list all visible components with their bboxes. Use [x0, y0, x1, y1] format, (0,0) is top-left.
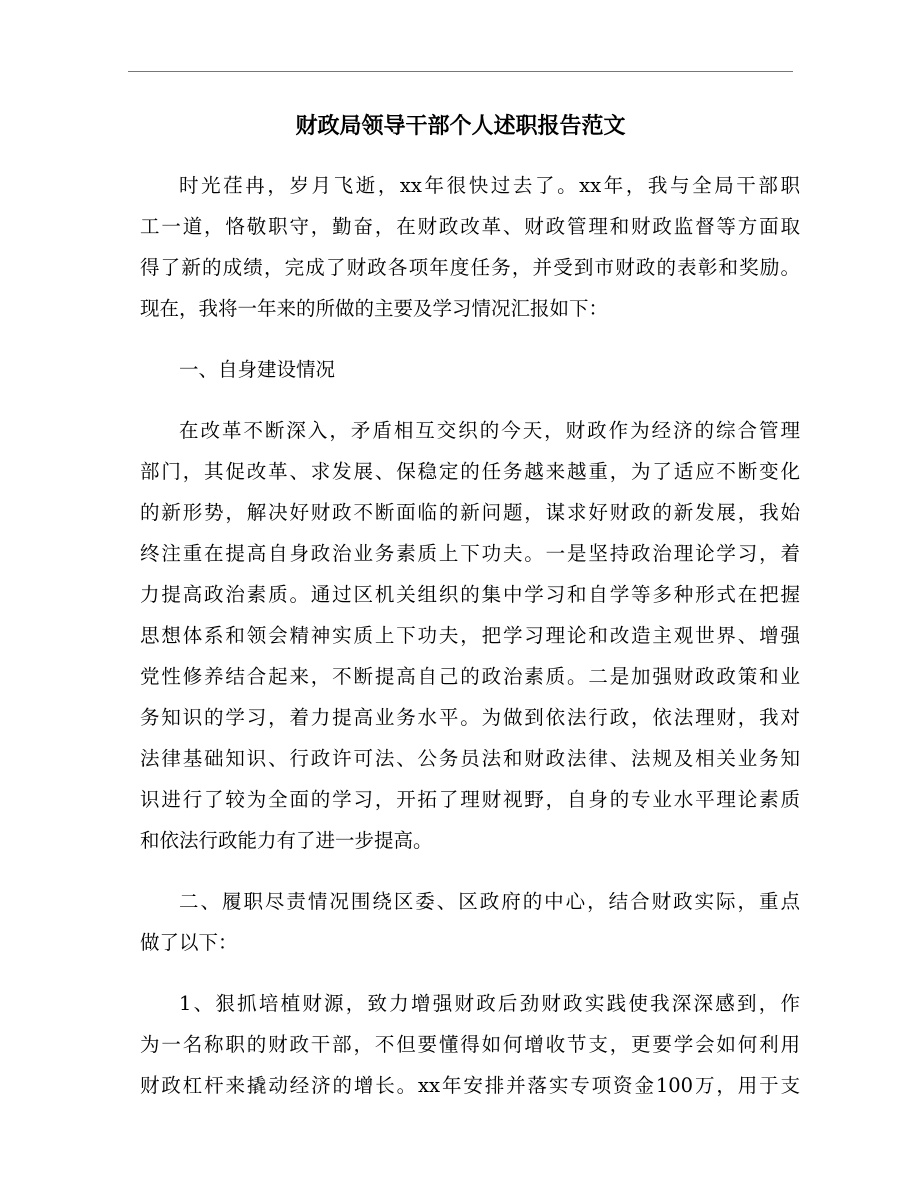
text-line: 财政杠杆来撬动经济的增长。xx年安排并落实专项资金100万，用于支 [140, 1074, 800, 1097]
text-line: 党性修养结合起来，不断提高自己的政治素质。二是加强财政政策和业 [140, 665, 800, 688]
text-line: 在改革不断深入，矛盾相互交织的今天，财政作为经济的综合管理 [179, 419, 800, 442]
document-body [140, 165, 800, 1126]
text-line: 和依法行政能力有了进一步提高。 [140, 829, 433, 852]
text-line: 工一道，恪敬职守，勤奋，在财政改革、财政管理和财政监督等方面取 [140, 215, 800, 238]
text-line: 务知识的学习，着力提高业务水平。为做到依法行政，依法理财，我对 [140, 706, 800, 729]
header-rule [128, 71, 793, 72]
paragraph [140, 165, 800, 329]
text-line: 的新形势，解决好财政不断面临的新问题，谋求好财政的新发展，我始 [140, 501, 800, 524]
text-line: 得了新的成绩，完成了财政各项年度任务，并受到市财政的表彰和奖励。 [140, 256, 800, 279]
text-line: 终注重在提高自身政治业务素质上下功夫。一是坚持政治理论学习，着 [140, 542, 800, 565]
text-line: 一、自身建设情况 [179, 358, 336, 381]
text-line: 部门，其促改革、求发展、保稳定的任务越来越重，为了适应不断变化 [140, 460, 800, 483]
text-line: 为一名称职的财政干部，不但要懂得如何增收节支，更要学会如何利用 [140, 1033, 800, 1056]
text-line: 做了以下： [140, 931, 238, 954]
text-line: 识进行了较为全面的学习，开拓了理财视野，自身的专业水平理论素质 [140, 788, 800, 811]
text-line: 现在，我将一年来的所做的主要及学习情况汇报如下： [140, 297, 609, 320]
text-line: 思想体系和领会精神实质上下功夫，把学习理论和改造主观世界、增强 [140, 624, 800, 647]
paragraph [140, 983, 800, 1106]
paragraph [140, 881, 800, 963]
text-line: 力提高政治素质。通过区机关组织的集中学习和自学等多种形式在把握 [140, 583, 800, 606]
text-line: 1、狠抓培植财源，致力增强财政后劲财政实践使我深深感到，作 [179, 992, 800, 1015]
paragraph [140, 410, 800, 861]
text-line: 二、履职尽责情况围绕区委、区政府的中心，结合财政实际，重点 [179, 890, 800, 913]
text-line: 法律基础知识、行政许可法、公务员法和财政法律、法规及相关业务知 [140, 747, 800, 770]
document-title: 财政局领导干部个人述职报告范文 [295, 113, 626, 139]
text-line: 时光荏冉，岁月飞逝，xx年很快过去了。xx年，我与全局干部职 [179, 174, 800, 197]
paragraph [140, 349, 800, 390]
